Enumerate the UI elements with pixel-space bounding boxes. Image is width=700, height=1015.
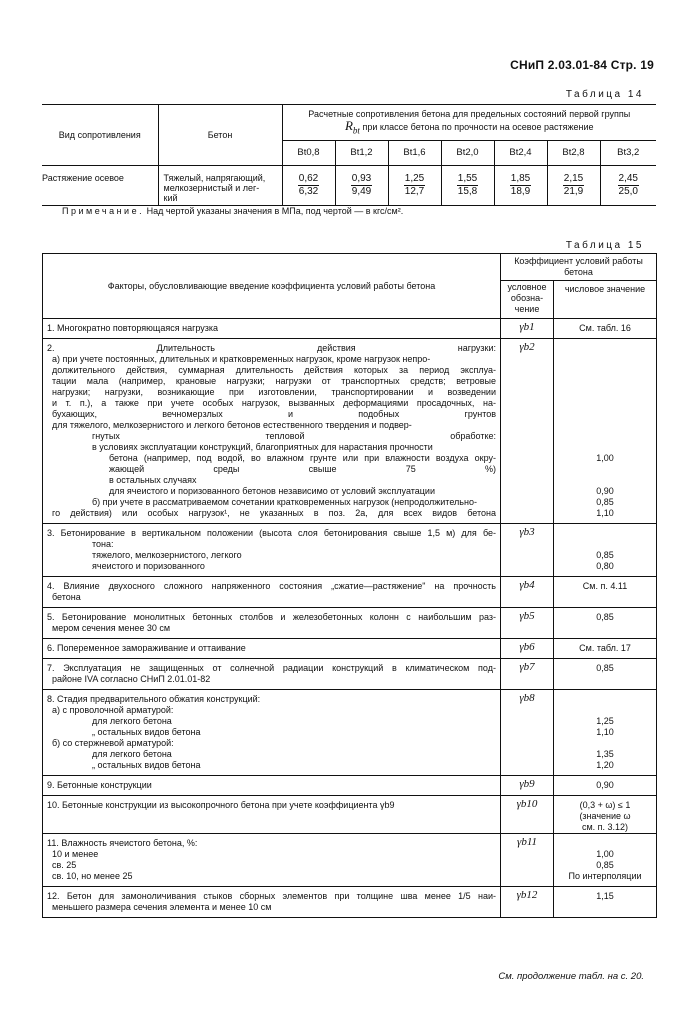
value-cell (554, 319, 657, 339)
value-line: 0,85 (596, 497, 614, 507)
value-line: см. п. 3.12) (581, 822, 629, 832)
factor-line: мером сечения менее 30 см (52, 623, 171, 633)
symbol-cell (501, 608, 554, 639)
factor-line: тяжелого, мелкозернистого, легкого (92, 550, 242, 560)
value-line (554, 705, 656, 716)
factor-line: 8. Стадия предварительного обжатия конструкций: (47, 694, 261, 704)
value-cell (547, 165, 600, 205)
value-cell (554, 577, 657, 608)
factor-cell (43, 776, 501, 796)
factor-line: нагрузки; нагрузки, возникающие при изготовлении, транспортировании и возведении (52, 387, 496, 397)
fraction (457, 173, 478, 198)
value-line (554, 387, 656, 398)
factor-line: и т. п.), а также при учете особых нагрузок, вызванных деформациями просадочных, на- (52, 398, 496, 408)
col-symbol: условное обозна- чение (501, 281, 554, 319)
value-cell (554, 608, 657, 639)
value-line (554, 431, 656, 442)
factor-cell (43, 339, 501, 524)
class-header: Bt1,6 (388, 140, 441, 165)
factor-line: районе IVA согласно СНиП 2.01.01-82 (52, 674, 211, 684)
table-14-note (62, 206, 403, 216)
factor-line: св. 10, но менее 25 (52, 871, 133, 881)
value-line (554, 343, 656, 354)
value-line: 0,90 (596, 780, 614, 790)
coefficient-symbol: γb7 (519, 661, 535, 673)
value-line (554, 398, 656, 409)
factor-cell (43, 639, 501, 659)
main-header-line2: при классе бетона по прочности на осевое растяжение (362, 122, 594, 132)
continuation-note: См. продолжение табл. на с. 20. (498, 971, 644, 982)
symbol-cell (501, 639, 554, 659)
value-cell (282, 165, 335, 205)
symbol-cell (501, 690, 554, 776)
value-mpa: 0,62 (298, 172, 319, 184)
value-line: 1,00 (596, 849, 614, 859)
factor-line: 10 и менее (52, 849, 99, 859)
class-header: Bt2,4 (494, 140, 547, 165)
factor-line: 6. Попеременное замораживание и оттаивание (47, 643, 246, 653)
value-line (554, 838, 656, 849)
value-line: 1,25 (596, 716, 614, 726)
value-line (554, 354, 656, 365)
value-line: (значение ω (579, 811, 631, 821)
value-line: По интерполяции (568, 871, 642, 881)
concrete-type-cell (158, 165, 282, 205)
value-cell (554, 639, 657, 659)
factor-line: а) при учете постоянных, длительных и кратковременных нагрузок, кроме нагрузок непро- (52, 354, 431, 364)
coefficient-symbol: γb3 (519, 526, 535, 538)
factor-line: „ остальных видов бетона (92, 727, 201, 737)
class-header: Bt0,8 (282, 140, 335, 165)
value-cell (554, 796, 657, 834)
symbol-cell (501, 339, 554, 524)
factor-cell (43, 524, 501, 577)
col-factors: Факторы, обусловливающие введение коэффициента условий работы бетона (43, 254, 501, 319)
factor-line: б) при учете в рассматриваемом сочетании кратковременных нагрузок (непродолжительно- (92, 497, 477, 507)
fraction (510, 173, 531, 198)
factor-cell (43, 577, 501, 608)
coefficient-symbol: γb5 (519, 610, 535, 622)
table-15-body (43, 319, 657, 918)
class-header: Bt3,2 (600, 140, 656, 165)
value-line (554, 694, 656, 705)
value-cell (600, 165, 656, 205)
factor-line: „ остальных видов бетона (92, 760, 201, 770)
factor-line: меньшего размера сечения элемента и менее 10 см (52, 902, 272, 912)
value-kgf: 6,32 (298, 185, 319, 197)
col-value: числовое значение (554, 281, 657, 319)
factor-line: гнутых тепловой обработке: (92, 431, 496, 441)
factor-line: тации мала (например, крановые нагрузки; нагрузки от транспортных средств; ветровые (52, 376, 496, 386)
factor-line: бетона (52, 592, 81, 602)
value-line: 1,00 (596, 453, 614, 463)
symbol-cell (501, 524, 554, 577)
factor-line: 7. Эксплуатация не защищенных от солнечной радиации конструкций в климатическом под- (47, 663, 496, 673)
value-line (554, 442, 656, 453)
factor-line: тона: (92, 539, 114, 549)
factor-line: для ячеистого и поризованного бетонов независимо от условий эксплуатации (109, 486, 435, 496)
factor-cell (43, 659, 501, 690)
factor-line: для легкого бетона (92, 716, 172, 726)
coefficient-symbol: γb10 (516, 798, 538, 810)
fraction (618, 173, 639, 198)
value-line: 0,85 (596, 550, 614, 560)
concrete-line: Тяжелый, напрягающий, (163, 172, 266, 183)
factor-line: б) со стержневой арматурой: (52, 738, 174, 748)
value-line: См. табл. 17 (579, 643, 631, 653)
value-line: 0,85 (596, 612, 614, 622)
table-row (43, 577, 657, 608)
table-row (43, 887, 657, 918)
fraction (404, 173, 425, 198)
value-line: См. табл. 16 (579, 323, 631, 333)
table-row (43, 608, 657, 639)
value-line (554, 376, 656, 387)
value-line: 1,15 (596, 891, 614, 901)
value-mpa: 1,55 (457, 172, 478, 184)
value-cell (554, 834, 657, 887)
value-line (554, 738, 656, 749)
col-coefficient: Коэффициент условий работы бетона (501, 254, 657, 281)
table-15-caption: Таблица 15 (565, 240, 644, 251)
coefficient-symbol: γb1 (519, 321, 535, 333)
factor-line: а) с проволочной арматурой: (52, 705, 174, 715)
factor-line: бетона (например, под водой, во влажном грунте или при влажности воздуха окру- (109, 453, 496, 463)
value-kgf: 25,0 (618, 185, 638, 197)
factor-line: св. 25 (52, 860, 77, 870)
symbol-cell (501, 577, 554, 608)
value-line: 0,80 (596, 561, 614, 571)
value-cell (554, 776, 657, 796)
coefficient-symbol: γb8 (519, 692, 535, 704)
value-line (554, 539, 656, 550)
value-cell (441, 165, 494, 205)
table-row (43, 776, 657, 796)
table-row (43, 659, 657, 690)
value-line (554, 464, 656, 475)
value-cell (335, 165, 388, 205)
factor-line: бухающих, вечномерзлых и подобных грунтов (52, 409, 496, 419)
class-header: Bt2,8 (547, 140, 600, 165)
col-concrete: Бетон (158, 105, 282, 166)
table-row (43, 339, 657, 524)
factor-line: в условиях эксплуатации конструкций, благоприятных для нарастания прочности (92, 442, 433, 452)
symbol-cell (501, 319, 554, 339)
fraction (563, 173, 584, 198)
coefficient-symbol: γb2 (519, 341, 535, 353)
value-mpa: 0,93 (351, 172, 372, 184)
value-line: 1,20 (596, 760, 614, 770)
concrete-line: мелкозернистый и лег- (163, 182, 260, 193)
col-resistance-type: Вид сопротивления (42, 105, 158, 166)
value-line (554, 409, 656, 420)
value-line (554, 420, 656, 431)
table-row (43, 796, 657, 834)
note-text: Над чертой указаны значения в МПа, под чертой — в кгс/см². (146, 206, 404, 216)
table-row (43, 639, 657, 659)
factor-cell (43, 319, 501, 339)
factor-cell (43, 834, 501, 887)
value-mpa: 2,45 (618, 172, 638, 184)
rbt-symbol: $R_{bt}$ (344, 118, 360, 136)
factor-line: 1. Многократно повторяющаяся нагрузка (47, 323, 219, 333)
concrete-line: кий (163, 192, 178, 203)
page-header: СНиП 2.03.01-84 Стр. 19 (510, 58, 654, 72)
factor-line: для тяжелого, мелкозернистого и легкого бетонов естественного твердения и подвер- (52, 420, 412, 430)
col-design-resistance (282, 105, 656, 141)
value-mpa: 1,85 (510, 172, 531, 184)
factor-line: жающей среды свыше 75 %) (109, 464, 496, 474)
value-line: 1,35 (596, 749, 614, 759)
value-cell (388, 165, 441, 205)
symbol-cell (501, 776, 554, 796)
factor-line: в остальных случаях (109, 475, 197, 485)
table-row (42, 165, 656, 205)
fraction (298, 173, 319, 198)
class-header: Bt2,0 (441, 140, 494, 165)
factor-line: должительного действия, суммарная длительность действия которых за период эксплуа- (52, 365, 496, 375)
factor-line: 4. Влияние двухосного сложного напряженного состояния „сжатие—растяжение" на прочность (47, 581, 496, 591)
value-line: 0,85 (596, 860, 614, 870)
factor-line: 5. Бетонирование монолитных бетонных столбов и железобетонных колонн с наибольшим раз- (47, 612, 496, 622)
symbol-cell (501, 796, 554, 834)
value-kgf: 21,9 (563, 185, 584, 197)
value-cell (494, 165, 547, 205)
factor-line: ячеистого и поризованного (92, 561, 205, 571)
value-line (554, 365, 656, 376)
coefficient-symbol: γb11 (516, 836, 538, 848)
value-line (554, 475, 656, 486)
value-line: 1,10 (596, 508, 614, 518)
value-line: См. п. 4.11 (582, 581, 628, 591)
coefficient-symbol: γb12 (516, 889, 538, 901)
table-row (43, 524, 657, 577)
main-header-line1: Расчетные сопротивления бетона для предельных состояний первой группы (308, 109, 631, 119)
table-row (43, 690, 657, 776)
factor-cell (43, 887, 501, 918)
value-line: (0,3 + ω) ≤ 1 (579, 800, 631, 810)
value-cell (554, 339, 657, 524)
coefficient-symbol: γb4 (519, 579, 535, 591)
symbol-cell (501, 834, 554, 887)
value-line: 0,90 (596, 486, 614, 496)
resistance-type-cell: Растяжение осевое (42, 165, 158, 205)
value-cell (554, 659, 657, 690)
value-kgf: 18,9 (510, 185, 531, 197)
value-cell (554, 690, 657, 776)
coefficient-symbol: γb9 (519, 778, 535, 790)
factor-line: 11. Влажность ячеистого бетона, %: (47, 838, 198, 848)
table-14 (42, 104, 656, 206)
factor-line: 12. Бетон для замоноличивания стыков сборных элементов при толщине шва менее 1/5 наи- (47, 891, 496, 901)
factor-line: 3. Бетонирование в вертикальном положении (высота слоя бетонирования свыше 1,5 м) для бе- (47, 528, 496, 538)
table-14-caption: Таблица 14 (565, 89, 644, 100)
value-line: 0,85 (596, 663, 614, 673)
factor-line: 10. Бетонные конструкции из высокопрочного бетона при учете коэффициента γb9 (47, 800, 395, 810)
factor-line: для легкого бетона (92, 749, 172, 759)
value-kgf: 12,7 (404, 185, 425, 197)
value-mpa: 2,15 (563, 172, 584, 184)
value-line (554, 528, 656, 539)
value-line: 1,10 (596, 727, 614, 737)
factor-line: 2. Длительность действия нагрузки: (47, 343, 496, 353)
value-kgf: 9,49 (351, 185, 372, 197)
symbol-cell (501, 659, 554, 690)
symbol-cell (501, 887, 554, 918)
factor-line: го действия) или особых нагрузок¹, не указанных в поз. 2а, для всех видов бетона (52, 508, 496, 518)
coefficient-symbol: γb6 (519, 641, 535, 653)
fraction (351, 173, 372, 198)
table-row (43, 319, 657, 339)
table-row (43, 834, 657, 887)
value-cell (554, 524, 657, 577)
value-kgf: 15,8 (457, 185, 478, 197)
factor-cell (43, 796, 501, 834)
factor-cell (43, 608, 501, 639)
value-mpa: 1,25 (404, 172, 425, 184)
note-label: Примечание. (62, 206, 145, 216)
factor-line: 9. Бетонные конструкции (47, 780, 152, 790)
value-cell (554, 887, 657, 918)
table-15 (42, 253, 657, 918)
class-header: Bt1,2 (335, 140, 388, 165)
factor-cell (43, 690, 501, 776)
